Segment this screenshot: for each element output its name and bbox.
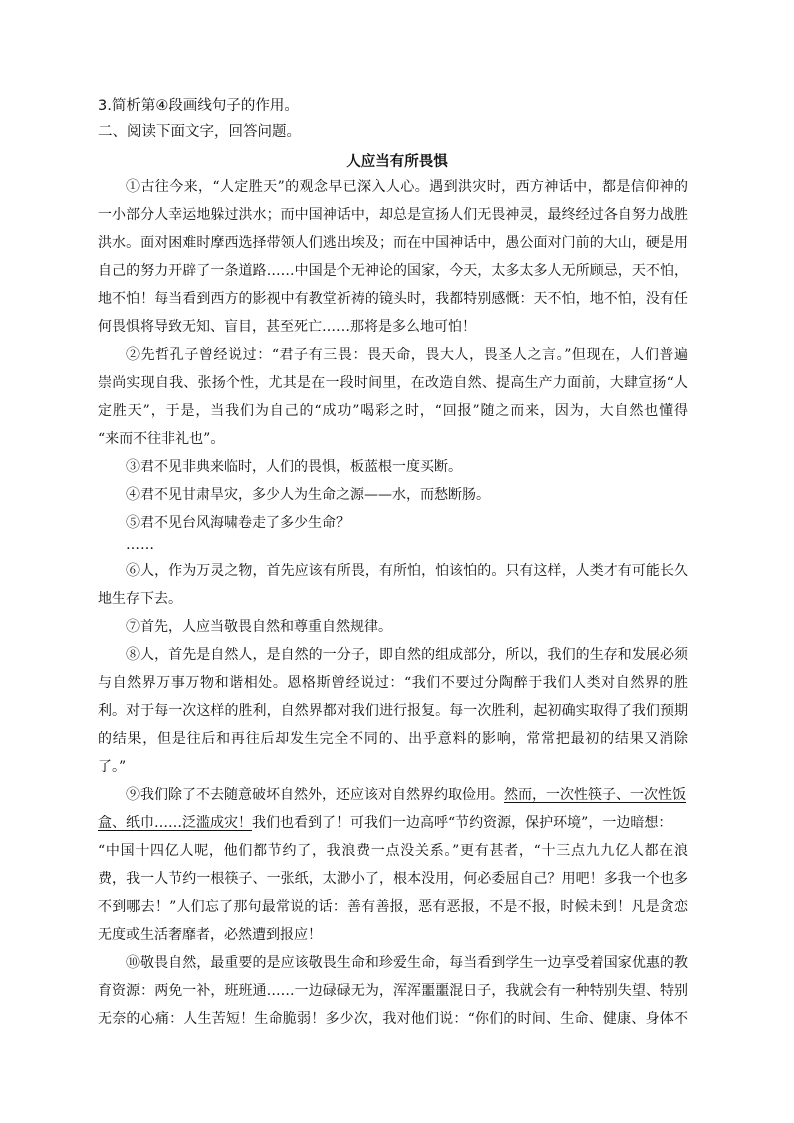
paragraph-9-line-4: 费，我一人节约一根筷子、一张纸，太渺小了，根本没用，何必委屈自己？用吧！多我一个也多: [98, 871, 688, 887]
paragraph-9-text: ⑨我们除了不去随意破坏自然外，还应该对自然界约取俭用。: [126, 787, 504, 803]
underlined-sentence-end: 盒、纸巾……泛滥成灾！: [98, 815, 252, 831]
paragraph-1-line-1: ①古往今来，“人定胜天”的观念早已深入人心。遇到洪灾时，西方神话中，都是信仰神的: [126, 179, 688, 195]
paragraph-8-line-1: ⑧人，首先是自然人，是自然的一分子，即自然的组成部分，所以，我们的生存和发展必须: [126, 647, 688, 663]
paragraph-6-line-1: ⑥人，作为万灵之物，首先应该有所畏，有所怕，怕该怕的。只有这样，人类才有可能长久: [126, 563, 688, 579]
section-heading: 二、阅读下面文字，回答问题。: [98, 124, 301, 140]
paragraph-8-line-4: 的结果，但是往后和再往后却发生完全不同的、出乎意料的影响，常常把最初的结果又消除: [98, 731, 688, 747]
paragraph-5: ⑤君不见台风海啸卷走了多少生命？: [126, 515, 350, 531]
paragraph-2-line-4: “来而不往非礼也”。: [98, 431, 225, 447]
paragraph-1-line-2: 一小部分人幸运地躲过洪水；而中国神话中，却总是宣扬人们无畏神灵，最终经过各自努力战胜: [98, 207, 688, 223]
paragraph-1-line-6: 何畏惧将导致无知、盲目，甚至死亡……那将是多么地可怕！: [98, 319, 476, 335]
paragraph-1-line-4: 自己的努力开辟了一条道路……中国是个无神论的国家，今天，太多太多人无所顾忌，天不怕，: [98, 263, 688, 279]
paragraph-4: ④君不见甘肃旱灾，多少人为生命之源——水，而愁断肠。: [126, 487, 490, 503]
paragraph-3: ③君不见非典来临时，人们的畏惧，板蓝根一度买断。: [126, 459, 462, 475]
article-title: 人应当有所畏惧: [346, 153, 448, 170]
paragraph-8-line-5: 了。”: [98, 759, 127, 775]
paragraph-10-line-1: ⑩敬畏自然，最重要的是应该敬畏生命和珍爱生命，每当看到学生一边享受着国家优惠的教: [126, 955, 688, 971]
paragraph-7: ⑦首先，人应当敬畏自然和尊重自然规律。: [126, 619, 392, 635]
paragraph-8-line-3: 利。对于每一次这样的胜利，自然界都对我们进行报复。每一次胜利，起初确实取得了我们预期: [98, 703, 688, 719]
paragraph-9-line-5: 不到哪去！”人们忘了那句最常说的话：善有善报，恶有恶报，不是不报，时候未到！凡是贪恋: [98, 899, 688, 915]
paragraph-1-line-5: 地不怕！每当看到西方的影视中有教堂祈祷的镜头时，我都特别感慨：天不怕，地不怕，没有任: [98, 291, 688, 307]
ellipsis: ……: [126, 537, 154, 553]
paragraph-2-line-2: 崇尚实现自我、张扬个性，尤其是在一段时间里，在改造自然、提高生产力面前，大肆宣扬“人: [98, 375, 688, 391]
paragraph-10-line-3: 无奈的心痛：人生苦短！生命脆弱！多少次，我对他们说：“你们的时间、生命、健康、身体不: [98, 1011, 688, 1027]
underlined-sentence: 然而，一次性筷子、一次性饭: [504, 787, 686, 803]
paragraph-2-line-1: ②先哲孔子曾经说过：“君子有三畏：畏天命，畏大人，畏圣人之言。”但现在，人们普遍: [126, 347, 688, 363]
paragraph-6-line-2: 地生存下去。: [98, 591, 182, 607]
paragraph-9-line-6: 无度或生活奢靡者，必然遭到报应！: [98, 927, 322, 943]
paragraph-2-line-3: 定胜天”，于是，当我们为自己的“成功”喝彩之时，“回报”随之而来，因为，大自然也懂得: [98, 403, 688, 419]
paragraph-9-text-2: 我们也看到了！可我们一边高呼“节约资源，保护环境”，一边暗想：: [252, 815, 673, 831]
paragraph-9-line-1: [126, 785, 688, 805]
paragraph-8-line-2: 与自然界万事万物和谐相处。恩格斯曾经说过：“我们不要过分陶醉于我们人类对自然界的胜: [98, 675, 688, 691]
paragraph-1-line-3: 洪水。面对困难时摩西选择带领人们逃出埃及；而在中国神话中，愚公面对门前的大山，硬是用: [98, 235, 688, 251]
paragraph-9-line-2: [98, 813, 688, 833]
paragraph-9-line-3: “中国十四亿人呢，他们都节约了，我浪费一点没关系。”更有甚者，“十三点九九亿人都在浪: [98, 843, 688, 859]
question-3: 3.简析第④段画线句子的作用。: [98, 98, 299, 114]
paragraph-10-line-2: 育资源：两免一补，班班通……一边碌碌无为，浑浑噩噩混日子，我就会有一种特别失望、特别: [98, 983, 688, 999]
